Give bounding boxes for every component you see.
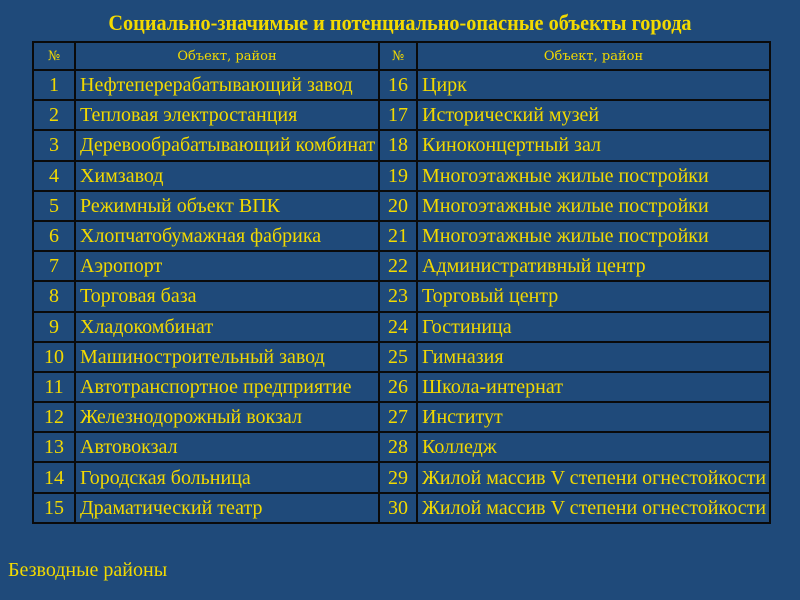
table-row [33,312,770,342]
object-name-cell: Тепловая электростанция [75,100,379,130]
object-name-cell: Автовокзал [75,432,379,462]
object-name-cell: Гимназия [417,342,770,372]
object-number-cell: 18 [379,130,417,160]
object-name-cell: Цирк [417,70,770,100]
object-number-cell: 23 [379,281,417,311]
object-name-cell: Аэропорт [75,251,379,281]
table-row [33,493,770,523]
object-name-cell: Исторический музей [417,100,770,130]
object-number-cell: 7 [33,251,75,281]
object-number-cell: 12 [33,402,75,432]
object-name-cell: Городская больница [75,462,379,492]
table-row [33,191,770,221]
object-number-cell: 26 [379,372,417,402]
object-name-cell: Драматический театр [75,493,379,523]
object-number-cell: 10 [33,342,75,372]
object-number-cell: 25 [379,342,417,372]
object-name-cell: Многоэтажные жилые постройки [417,161,770,191]
object-number-cell: 30 [379,493,417,523]
object-number-cell: 27 [379,402,417,432]
object-number-cell: 24 [379,312,417,342]
header-object-right: Объект, район [417,42,770,70]
table-row [33,100,770,130]
table-row [33,281,770,311]
table-row [33,432,770,462]
object-name-cell: Институт [417,402,770,432]
table-row [33,130,770,160]
table-row [33,402,770,432]
table-header-row [33,42,770,70]
object-name-cell: Киноконцертный зал [417,130,770,160]
table-row [33,462,770,492]
table-body [33,70,770,523]
object-name-cell: Торговый центр [417,281,770,311]
object-name-cell: Многоэтажные жилые постройки [417,191,770,221]
object-number-cell: 14 [33,462,75,492]
table-row [33,221,770,251]
object-name-cell: Жилой массив V степени огнестойкости [417,493,770,523]
footer-note: Безводные районы [8,559,168,581]
objects-table [32,41,771,524]
object-number-cell: 28 [379,432,417,462]
object-number-cell: 3 [33,130,75,160]
table-row [33,342,770,372]
object-name-cell: Колледж [417,432,770,462]
object-number-cell: 16 [379,70,417,100]
object-number-cell: 13 [33,432,75,462]
header-object-left: Объект, район [75,42,379,70]
object-number-cell: 20 [379,191,417,221]
object-name-cell: Химзавод [75,161,379,191]
table-row [33,161,770,191]
object-number-cell: 29 [379,462,417,492]
object-name-cell: Машиностроительный завод [75,342,379,372]
object-name-cell: Железнодорожный вокзал [75,402,379,432]
object-name-cell: Торговая база [75,281,379,311]
object-name-cell: Режимный объект ВПК [75,191,379,221]
header-number-left: № [33,42,75,70]
slide-title: Социально-значимые и потенциально-опасные объекты города [108,10,692,35]
object-name-cell: Школа-интернат [417,372,770,402]
object-number-cell: 1 [33,70,75,100]
object-number-cell: 9 [33,312,75,342]
object-number-cell: 8 [33,281,75,311]
object-number-cell: 22 [379,251,417,281]
object-name-cell: Нефтеперерабатывающий завод [75,70,379,100]
object-number-cell: 5 [33,191,75,221]
object-name-cell: Хлопчатобумажная фабрика [75,221,379,251]
object-name-cell: Многоэтажные жилые постройки [417,221,770,251]
object-name-cell: Хладокомбинат [75,312,379,342]
object-name-cell: Гостиница [417,312,770,342]
object-number-cell: 11 [33,372,75,402]
object-number-cell: 19 [379,161,417,191]
table-row [33,70,770,100]
object-name-cell: Деревообрабатывающий комбинат [75,130,379,160]
object-number-cell: 15 [33,493,75,523]
object-number-cell: 2 [33,100,75,130]
object-number-cell: 21 [379,221,417,251]
table-row [33,372,770,402]
table-row [33,251,770,281]
object-number-cell: 17 [379,100,417,130]
header-number-right: № [379,42,417,70]
object-name-cell: Автотранспортное предприятие [75,372,379,402]
object-number-cell: 4 [33,161,75,191]
object-number-cell: 6 [33,221,75,251]
object-name-cell: Жилой массив V степени огнестойкости [417,462,770,492]
object-name-cell: Административный центр [417,251,770,281]
